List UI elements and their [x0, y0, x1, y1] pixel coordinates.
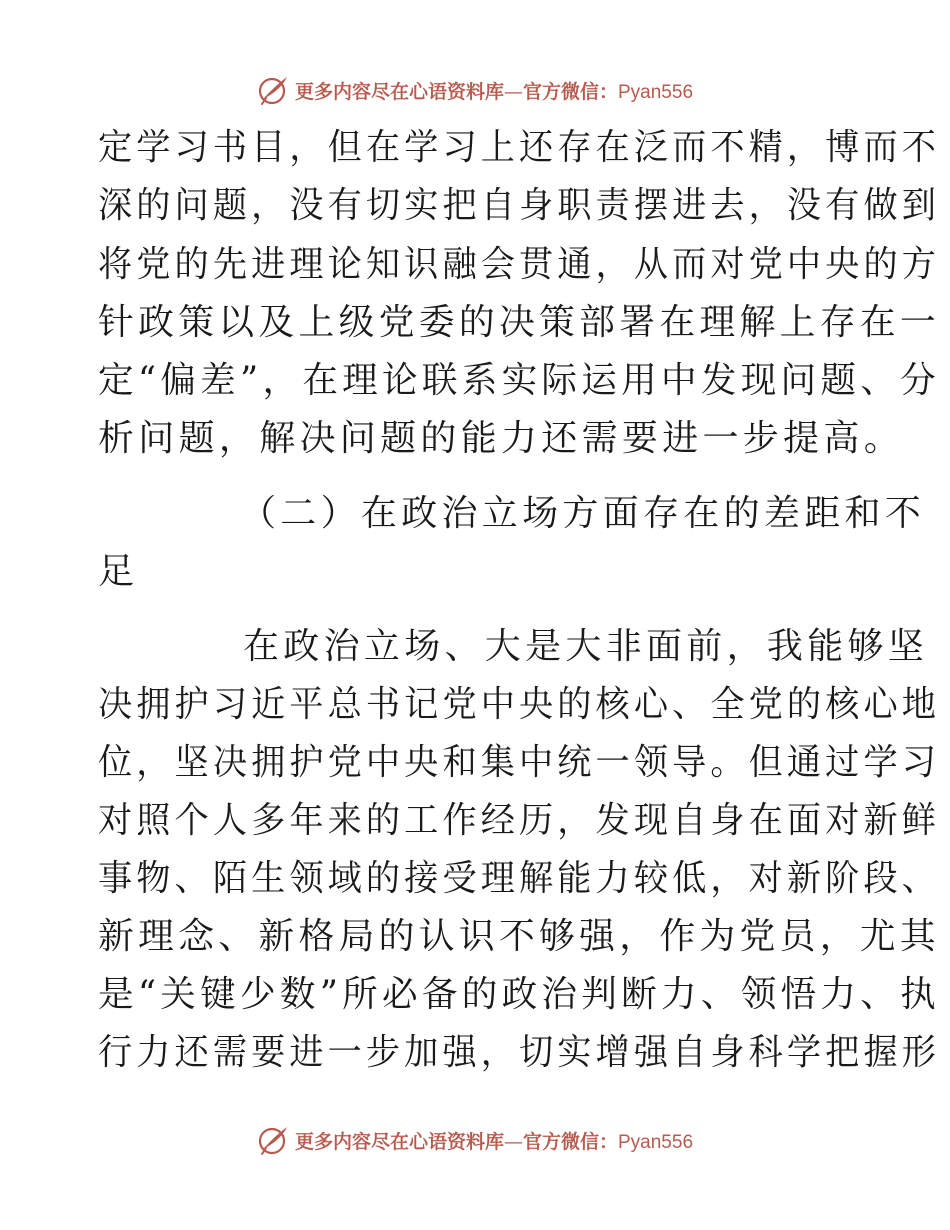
footer-watermark — [0, 1120, 950, 1160]
watermark-text — [295, 1127, 693, 1154]
watermark-wechat-id: Pyan556 — [618, 1131, 694, 1153]
text-line: 新理念、新格局的认识不够强，作为党员，尤其 — [98, 916, 940, 957]
watermark-main: 更多内容尽在心语资料库 — [294, 80, 504, 103]
quill-logo-icon — [257, 73, 291, 107]
watermark-main: 更多内容尽在心语资料库 — [294, 1130, 504, 1153]
text-line: 定“偏差”，在理论联系实际运用中发现问题、分 — [98, 360, 940, 401]
watermark-official-label: 官方微信： — [522, 80, 618, 103]
text-line: 事物、陌生领域的接受理解能力较低，对新阶段、 — [98, 858, 941, 899]
text-line: 行力还需要进一步加强，切实增强自身科学把握形 — [98, 1032, 941, 1073]
text-line: 定学习书目，但在学习上还存在泛而不精，博而不 — [98, 127, 941, 168]
header-watermark — [0, 70, 950, 110]
paragraph-first-line: 在政治立场、大是大非面前，我能够坚 — [243, 626, 929, 667]
watermark-dash: — — [503, 80, 523, 103]
section-heading: （二）在政治立场方面存在的差距和不 — [240, 493, 926, 534]
text-line: 针政策以及上级党委的决策部署在理解上存在一 — [98, 302, 940, 343]
text-line: 对照个人多年来的工作经历，发现自身在面对新鲜 — [98, 800, 941, 841]
section-heading-continued: 足 — [98, 551, 139, 592]
text-line: 析问题，解决问题的能力还需要进一步提高。 — [98, 418, 905, 459]
watermark-wechat-id: Pyan556 — [618, 81, 694, 103]
text-line: 决拥护习近平总书记党中央的核心、全党的核心地 — [98, 684, 941, 725]
text-line: 深的问题，没有切实把自身职责摆进去，没有做到 — [98, 185, 941, 226]
watermark-official-label: 官方微信： — [522, 1130, 618, 1153]
text-line: 位，坚决拥护党中央和集中统一领导。但通过学习 — [98, 742, 941, 783]
text-line: 将党的先进理论知识融会贯通，从而对党中央的方 — [98, 244, 941, 285]
watermark-text — [295, 77, 693, 104]
quill-logo-icon — [257, 1123, 291, 1157]
text-line: 是“关键少数”所必备的政治判断力、领悟力、执 — [98, 974, 940, 1015]
watermark-dash: — — [503, 1130, 523, 1153]
